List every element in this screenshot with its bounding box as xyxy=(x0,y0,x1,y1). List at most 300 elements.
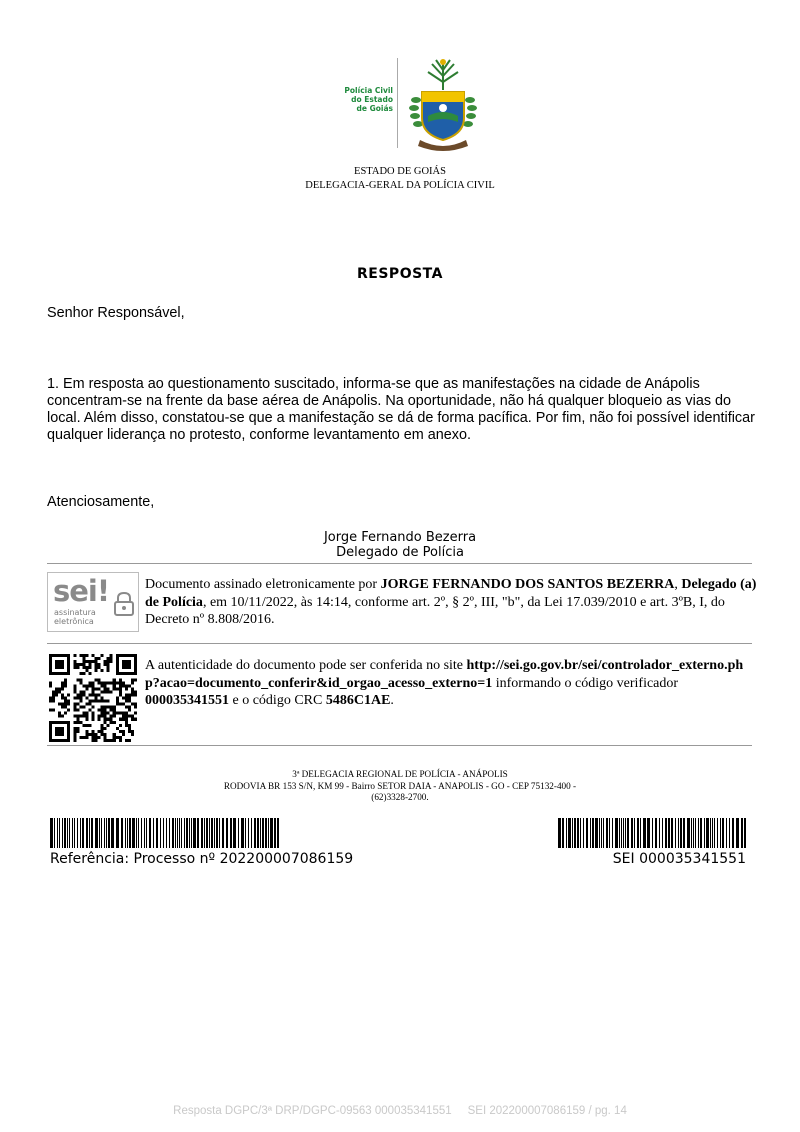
logo-text-line-2: do Estado xyxy=(351,95,393,104)
barcode-bar xyxy=(265,818,267,848)
qr-module xyxy=(85,654,88,657)
qr-module xyxy=(67,727,70,730)
barcode-bar xyxy=(156,818,158,848)
qr-module xyxy=(58,654,61,657)
qr-module xyxy=(82,715,85,718)
qr-module xyxy=(116,736,119,739)
seal-main-text: sei! xyxy=(53,574,110,608)
qr-module xyxy=(61,663,64,666)
qr-module xyxy=(131,718,134,721)
qr-module xyxy=(104,660,107,663)
qr-module xyxy=(125,687,128,690)
sei-signature-seal xyxy=(47,572,139,632)
barcode-bar xyxy=(149,818,151,848)
qr-module xyxy=(73,684,76,687)
qr-module xyxy=(101,727,104,730)
qr-module xyxy=(79,693,82,696)
qr-module xyxy=(55,739,58,742)
qr-module xyxy=(73,721,76,724)
barcode-bar xyxy=(698,818,699,848)
barcode-bar xyxy=(74,818,75,848)
barcode-bar xyxy=(238,818,239,848)
qr-module xyxy=(104,684,107,687)
qr-module xyxy=(82,706,85,709)
qr-module xyxy=(98,678,101,681)
qr-module xyxy=(64,706,67,709)
qr-module xyxy=(122,715,125,718)
qr-module xyxy=(76,666,79,669)
qr-module xyxy=(98,666,101,669)
qr-module xyxy=(52,696,55,699)
qr-module xyxy=(88,700,91,703)
barcode-bar xyxy=(132,818,135,848)
barcode-bar xyxy=(647,818,650,848)
qr-module xyxy=(98,687,101,690)
qr-module xyxy=(73,727,76,730)
qr-module xyxy=(58,660,61,663)
barcode-bar xyxy=(706,818,709,848)
qr-module xyxy=(85,724,88,727)
barcode-bar xyxy=(270,818,273,848)
electronic-signature-text xyxy=(145,576,760,629)
verifier-code: 000035341551 xyxy=(145,693,229,708)
qr-module xyxy=(128,730,131,733)
qr-module xyxy=(104,681,107,684)
barcode-bar xyxy=(590,818,591,848)
qr-module xyxy=(61,693,64,696)
barcode-bar xyxy=(160,818,161,848)
qr-module xyxy=(128,709,131,712)
barcode-bar xyxy=(615,818,618,848)
qr-module xyxy=(101,654,104,657)
qr-module xyxy=(107,687,110,690)
auth-url[interactable]: http://sei.go.gov.br/sei/controlador_externo.php?acao=documento_conferir&id_orgao_acesso_externo=1 xyxy=(145,658,744,691)
qr-module xyxy=(49,724,52,727)
qr-module xyxy=(73,660,76,663)
qr-module xyxy=(128,706,131,709)
qr-module xyxy=(113,709,116,712)
qr-module xyxy=(95,736,98,739)
qr-module xyxy=(95,666,98,669)
barcode-bar xyxy=(609,818,610,848)
qr-module xyxy=(64,654,67,657)
qr-module xyxy=(128,693,131,696)
qr-module xyxy=(122,666,125,669)
barcode-bar xyxy=(50,818,53,848)
qr-module xyxy=(64,700,67,703)
qr-module xyxy=(110,657,113,660)
footer-address xyxy=(0,769,800,804)
footer-line-1: 3ª DELEGACIA REGIONAL DE POLÍCIA - ANÁPOLIS xyxy=(292,769,508,779)
qr-module xyxy=(95,739,98,742)
qr-module xyxy=(101,715,104,718)
barcode-bar xyxy=(693,818,694,848)
qr-module xyxy=(73,739,76,742)
qr-module xyxy=(49,654,52,657)
barcode-bar xyxy=(254,818,256,848)
qr-module xyxy=(64,739,67,742)
qr-module xyxy=(113,712,116,715)
qr-module xyxy=(101,696,104,699)
qr-module xyxy=(79,721,82,724)
qr-module xyxy=(131,654,134,657)
header-department: DELEGACIA-GERAL DA POLÍCIA CIVIL xyxy=(305,180,495,191)
qr-module xyxy=(91,733,94,736)
barcode-bar xyxy=(558,818,561,848)
qr-module xyxy=(104,706,107,709)
qr-module xyxy=(128,684,131,687)
qr-module xyxy=(85,718,88,721)
qr-module xyxy=(125,696,128,699)
qr-module xyxy=(101,733,104,736)
qr-module xyxy=(76,663,79,666)
qr-module xyxy=(49,657,52,660)
qr-module xyxy=(49,733,52,736)
barcode-bar xyxy=(233,818,236,848)
qr-module xyxy=(79,715,82,718)
qr-module xyxy=(107,724,110,727)
qr-module xyxy=(67,709,70,712)
qr-module xyxy=(131,715,134,718)
qr-module xyxy=(49,669,52,672)
qr-module xyxy=(134,706,137,709)
esig-signer: JORGE FERNANDO DOS SANTOS BEZERRA xyxy=(380,577,675,592)
qr-module xyxy=(49,736,52,739)
qr-module xyxy=(58,715,61,718)
seal-sub-text-1: assinatura xyxy=(54,608,96,617)
qr-module xyxy=(113,687,116,690)
qr-module xyxy=(61,727,64,730)
qr-module xyxy=(128,660,131,663)
qr-module xyxy=(61,672,64,675)
barcode-bar xyxy=(222,818,224,848)
barcode-bar xyxy=(710,818,711,848)
qr-module xyxy=(88,703,91,706)
qr-module xyxy=(119,654,122,657)
qr-module xyxy=(55,666,58,669)
barcode-bar xyxy=(260,818,261,848)
qr-module xyxy=(119,730,122,733)
qr-module xyxy=(73,706,76,709)
barcode-bar xyxy=(209,818,210,848)
qr-module xyxy=(134,666,137,669)
barcode-bar xyxy=(599,818,600,848)
qr-module xyxy=(85,715,88,718)
qr-module xyxy=(128,739,131,742)
qr-module xyxy=(134,660,137,663)
qr-module xyxy=(58,672,61,675)
qr-module xyxy=(110,681,113,684)
qr-module xyxy=(91,660,94,663)
qr-module xyxy=(88,681,91,684)
barcode-bar xyxy=(595,818,598,848)
barcode-bar xyxy=(136,818,137,848)
qr-module xyxy=(125,712,128,715)
qr-module xyxy=(82,736,85,739)
barcode-bar xyxy=(712,818,713,848)
divider xyxy=(47,745,752,746)
qr-module xyxy=(116,712,119,715)
qr-module xyxy=(107,663,110,666)
qr-module xyxy=(55,733,58,736)
coat-of-arms-icon xyxy=(406,56,480,154)
qr-module xyxy=(131,703,134,706)
qr-module xyxy=(55,660,58,663)
auth-period: . xyxy=(390,693,394,708)
qr-module xyxy=(134,654,137,657)
qr-module xyxy=(122,660,125,663)
qr-module xyxy=(104,690,107,693)
barcode-bar xyxy=(568,818,571,848)
barcode-bar xyxy=(169,818,170,848)
qr-module xyxy=(125,724,128,727)
body-paragraph: 1. Em resposta ao questionamento suscitado, informa-se que as manifestações na cidade de Anápolis concentram-se na frente da base aérea de Anápolis. Na oportunidade, não há qualquer bloqueio as vias do local. Além disso, constatou-se que a manifestação se dá de forma pacífica. Por fim, não foi possível identificar qualquer liderança no protesto, conforme levantamento em anexo. xyxy=(47,376,755,443)
barcode-bar xyxy=(241,818,244,848)
qr-module xyxy=(113,715,116,718)
qr-module xyxy=(95,669,98,672)
barcode-bar xyxy=(572,818,573,848)
qr-module xyxy=(58,666,61,669)
authenticity-text xyxy=(145,657,750,710)
qr-module xyxy=(82,672,85,675)
qr-module xyxy=(104,709,107,712)
qr-module xyxy=(125,663,128,666)
qr-module xyxy=(49,684,52,687)
barcode-bar xyxy=(64,818,66,848)
qr-module xyxy=(131,690,134,693)
barcode-bar xyxy=(700,818,702,848)
barcode-bar xyxy=(116,818,119,848)
qr-module xyxy=(113,684,116,687)
qr-module xyxy=(49,739,52,742)
signer-name: Jorge Fernando Bezerra xyxy=(323,530,477,545)
qr-module xyxy=(116,663,119,666)
qr-module xyxy=(110,715,113,718)
qr-module xyxy=(134,672,137,675)
barcode-bar xyxy=(219,818,220,848)
logo-text xyxy=(300,86,393,113)
barcode-bar xyxy=(262,818,264,848)
qr-module xyxy=(64,696,67,699)
qr-module xyxy=(107,657,110,660)
qr-module xyxy=(64,672,67,675)
qr-module xyxy=(128,715,131,718)
qr-module xyxy=(110,654,113,657)
qr-module xyxy=(64,678,67,681)
barcode-bar xyxy=(197,818,199,848)
qr-module xyxy=(119,684,122,687)
qr-module xyxy=(104,727,107,730)
barcode-bar xyxy=(54,818,55,848)
barcode-bar xyxy=(82,818,84,848)
qr-module xyxy=(104,712,107,715)
qr-module xyxy=(113,736,116,739)
qr-module xyxy=(98,730,101,733)
qr-module xyxy=(73,703,76,706)
qr-module xyxy=(85,730,88,733)
qr-module xyxy=(119,693,122,696)
qr-module xyxy=(116,666,119,669)
qr-module xyxy=(101,681,104,684)
barcode-bar xyxy=(72,818,73,848)
qr-module xyxy=(125,706,128,709)
qr-module xyxy=(131,678,134,681)
qr-module xyxy=(67,721,70,724)
qr-module xyxy=(104,700,107,703)
qr-module xyxy=(79,690,82,693)
barcode-bar xyxy=(687,818,690,848)
barcode-bar xyxy=(144,818,145,848)
qr-module xyxy=(61,687,64,690)
qr-module xyxy=(58,739,61,742)
page-title: RESPOSTA xyxy=(357,266,443,282)
barcode-bar xyxy=(277,818,279,848)
barcode-bar xyxy=(612,818,613,848)
qr-module xyxy=(55,654,58,657)
qr-module xyxy=(49,700,52,703)
barcode-bar xyxy=(652,818,653,848)
qr-module xyxy=(79,736,82,739)
qr-module xyxy=(76,715,79,718)
qr-module xyxy=(122,684,125,687)
qr-module xyxy=(52,690,55,693)
barcode-bar xyxy=(106,818,107,848)
qr-module xyxy=(61,730,64,733)
qr-module xyxy=(125,672,128,675)
barcode-bar xyxy=(99,818,100,848)
qr-module xyxy=(101,690,104,693)
qr-module xyxy=(88,724,91,727)
qr-module xyxy=(79,663,82,666)
barcode-bar xyxy=(206,818,208,848)
qr-module xyxy=(55,672,58,675)
qr-module xyxy=(76,693,79,696)
qr-module xyxy=(85,669,88,672)
barcode-bar xyxy=(95,818,98,848)
barcode-bar xyxy=(193,818,196,848)
barcode-bar xyxy=(59,818,60,848)
barcode-bar xyxy=(251,818,252,848)
qr-module xyxy=(67,730,70,733)
qr-module xyxy=(55,727,58,730)
qr-module xyxy=(119,739,122,742)
barcode-bar xyxy=(625,818,626,848)
barcode-bar xyxy=(726,818,727,848)
signer-role: Delegado de Polícia xyxy=(336,545,464,560)
qr-module xyxy=(61,666,64,669)
qr-module xyxy=(95,700,98,703)
qr-module xyxy=(91,712,94,715)
qr-module xyxy=(73,730,76,733)
qr-module xyxy=(119,678,122,681)
barcode-bar xyxy=(121,818,123,848)
qr-module xyxy=(122,730,125,733)
qr-module xyxy=(98,681,101,684)
qr-module xyxy=(134,703,137,706)
qr-module xyxy=(67,693,70,696)
barcode-bar xyxy=(111,818,114,848)
esig-signer-role: Delegado (a) de Polícia xyxy=(145,577,757,610)
qr-module xyxy=(104,663,107,666)
barcode-bar xyxy=(621,818,622,848)
barcode-bar xyxy=(655,818,657,848)
qr-module xyxy=(122,672,125,675)
qr-module xyxy=(128,700,131,703)
qr-module xyxy=(73,690,76,693)
barcode-bar xyxy=(186,818,188,848)
qr-module xyxy=(91,681,94,684)
qr-module xyxy=(101,684,104,687)
barcode-bar xyxy=(631,818,633,848)
qr-module xyxy=(125,666,128,669)
qr-module xyxy=(58,690,61,693)
qr-module xyxy=(55,730,58,733)
barcode-bar xyxy=(704,818,705,848)
qr-module xyxy=(98,715,101,718)
qr-module xyxy=(79,681,82,684)
barcode-bar xyxy=(736,818,739,848)
barcode-bar xyxy=(211,818,213,848)
qr-module xyxy=(49,709,52,712)
qr-module xyxy=(79,654,82,657)
barcode-bar xyxy=(146,818,147,848)
crc-code: 5486C1AE xyxy=(325,693,391,708)
qr-module xyxy=(110,739,113,742)
qr-module xyxy=(49,721,52,724)
qr-module xyxy=(82,684,85,687)
qr-module xyxy=(95,733,98,736)
qr-module xyxy=(107,739,110,742)
qr-module xyxy=(67,700,70,703)
qr-module xyxy=(67,660,70,663)
barcode-bar xyxy=(201,818,203,848)
process-reference: Referência: Processo nº 202200007086159 xyxy=(50,851,354,867)
qr-module xyxy=(58,663,61,666)
barcode-bar xyxy=(166,818,167,848)
qr-module xyxy=(76,718,79,721)
qr-module xyxy=(113,721,116,724)
qr-module xyxy=(116,660,119,663)
header xyxy=(0,165,800,193)
qr-module xyxy=(116,681,119,684)
barcode-bar xyxy=(729,818,730,848)
barcode-bar xyxy=(586,818,588,848)
qr-module xyxy=(125,739,128,742)
esig-prefix: Documento assinado eletronicamente por xyxy=(145,577,381,592)
qr-module xyxy=(134,693,137,696)
qr-module xyxy=(61,654,64,657)
qr-module xyxy=(82,660,85,663)
qr-module xyxy=(61,733,64,736)
qr-module xyxy=(91,715,94,718)
qr-module xyxy=(107,712,110,715)
qr-module xyxy=(82,657,85,660)
barcode-bar xyxy=(163,818,164,848)
qr-module xyxy=(91,718,94,721)
qr-module xyxy=(101,700,104,703)
barcode-bar xyxy=(179,818,180,848)
barcode-bar xyxy=(216,818,218,848)
qr-module xyxy=(107,660,110,663)
barcode-bar xyxy=(230,818,232,848)
qr-module xyxy=(101,730,104,733)
qr-module xyxy=(131,687,134,690)
barcode-bar xyxy=(127,818,128,848)
barcode-bar xyxy=(69,818,70,848)
qr-module xyxy=(95,657,98,660)
qr-module xyxy=(134,663,137,666)
barcode-bar xyxy=(583,818,584,848)
